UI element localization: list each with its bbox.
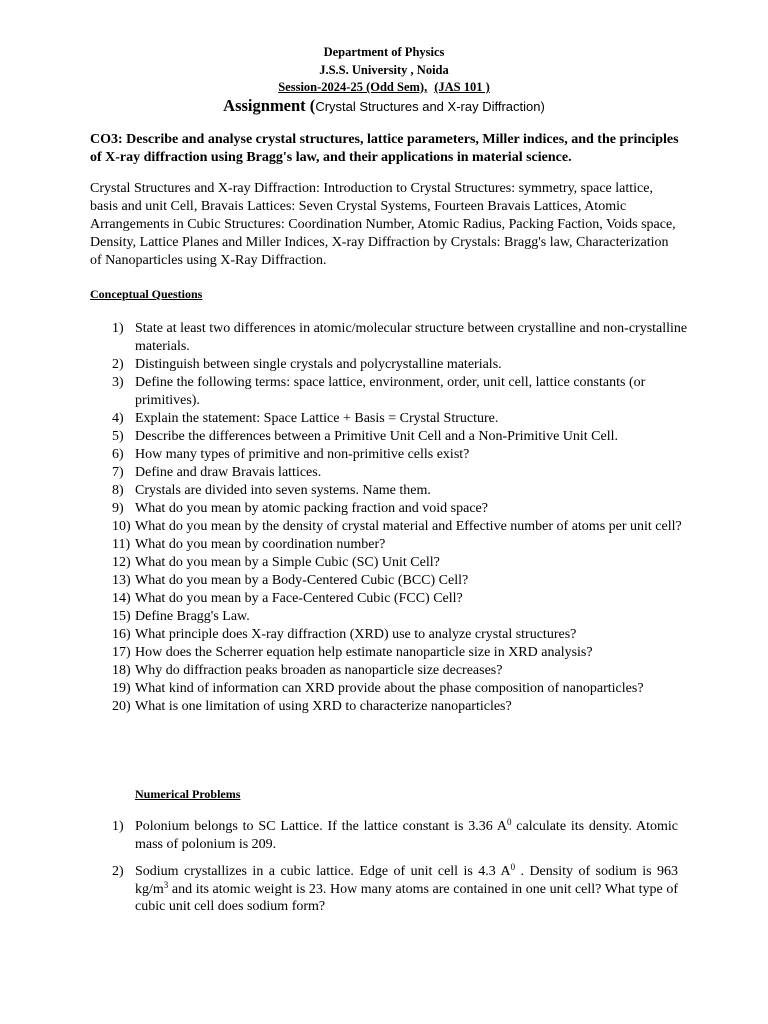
question-item: [112, 554, 692, 572]
question-number: 18): [112, 663, 131, 678]
question-item: [112, 572, 692, 590]
numerical-problems-heading: Numerical Problems: [135, 787, 241, 801]
problem-text: [135, 818, 678, 853]
question-number: 2): [112, 357, 124, 372]
question-item: [112, 536, 692, 554]
problem-text: [135, 863, 678, 916]
question-number: 17): [112, 645, 131, 660]
question-number: 1): [112, 321, 124, 336]
question-item: [112, 698, 692, 716]
problem-text-part: and its atomic weight is 23. How many atoms are contained in one unit cell? What type of cubic unit cell does sodium form?: [135, 881, 678, 914]
question-text: Crystals are divided into seven systems. Name them.: [135, 483, 431, 498]
question-text: Define Bragg's Law.: [135, 609, 250, 624]
question-number: 7): [112, 465, 124, 480]
question-item: [112, 446, 692, 464]
question-item: [112, 464, 692, 482]
problem-number: 2): [112, 864, 124, 879]
question-text: Define and draw Bravais lattices.: [135, 465, 322, 480]
course-outcome: CO3: Describe and analyse crystal structures, lattice parameters, Miller indices, and the principles of X-ray diffraction using Bragg's law, and their applications in material science.: [90, 132, 679, 165]
question-item: [112, 410, 692, 428]
question-number: 16): [112, 627, 131, 642]
question-text: How does the Scherrer equation help estimate nanoparticle size in XRD analysis?: [135, 645, 593, 660]
assignment-title-subtitle: Crystal Structures and X-ray Diffraction): [315, 99, 545, 114]
question-number: 9): [112, 501, 124, 516]
question-item: [112, 428, 692, 446]
session-line: [0, 80, 768, 95]
problem-item: [112, 863, 678, 916]
question-text: What do you mean by the density of crystal material and Effective number of atoms per unit cell?: [135, 519, 682, 534]
question-text: What is one limitation of using XRD to characterize nanoparticles?: [135, 699, 512, 714]
question-item: [112, 680, 692, 698]
problem-text-part: Sodium crystallizes in a cubic lattice. Edge of unit cell is 4.3 A: [135, 864, 511, 879]
question-item: [112, 374, 692, 410]
question-text: How many types of primitive and non-primitive cells exist?: [135, 447, 470, 462]
question-number: 20): [112, 699, 131, 714]
question-text: Describe the differences between a Primitive Unit Cell and a Non-Primitive Unit Cell.: [135, 429, 618, 444]
question-number: 4): [112, 411, 124, 426]
question-item: [112, 482, 692, 500]
question-text: What do you mean by a Body-Centered Cubic (BCC) Cell?: [135, 573, 469, 588]
syllabus-intro: Crystal Structures and X-ray Diffraction: Introduction to Crystal Structures: symmetry, space lattice, basis and unit Cell, Bravais Lattices: Seven Crystal Systems, Fourteen Bravais Lattices, Atomic Arrangements in Cubic Structures: Coordination Number, Atomic Radius, Packing Faction, Voids space, Density, Lattice Planes and Miller Indices, X-ray Diffraction by Crystals: Bragg's law, Characterization of Nanoparticles using X-Ray Diffraction.: [90, 181, 676, 268]
question-item: [112, 626, 692, 644]
question-number: 3): [112, 375, 124, 390]
question-item: [112, 662, 692, 680]
department-name: Department of Physics: [323, 45, 445, 59]
question-item: [112, 518, 692, 536]
question-number: 13): [112, 573, 131, 588]
question-text: State at least two differences in atomic/molecular structure between crystalline and non-crystalline materials.: [135, 321, 688, 354]
problem-text-part: Polonium belongs to SC Lattice. If the lattice constant is 3.36 A: [135, 819, 507, 834]
question-item: [112, 320, 692, 356]
course-code: (JAS 101 ): [434, 80, 490, 94]
conceptual-questions-heading: Conceptual Questions: [90, 287, 203, 301]
problem-number: 1): [112, 819, 124, 834]
conceptual-questions-list: [112, 320, 692, 716]
question-item: [112, 500, 692, 518]
question-text: Distinguish between single crystals and polycrystalline materials.: [135, 357, 502, 372]
question-text: What do you mean by a Simple Cubic (SC) Unit Cell?: [135, 555, 440, 570]
assignment-title-main: Assignment (: [223, 96, 316, 115]
question-number: 19): [112, 681, 131, 696]
question-text: What kind of information can XRD provide about the phase composition of nanoparticles?: [135, 681, 644, 696]
question-item: [112, 608, 692, 626]
angstrom-superscript: 0: [506, 817, 512, 827]
question-number: 14): [112, 591, 131, 606]
question-number: 15): [112, 609, 131, 624]
question-number: 10): [112, 519, 131, 534]
problem-text-part: calculate its density. Atomic mass of polonium is 209.: [135, 819, 679, 852]
question-text: Define the following terms: space lattice, environment, order, unit cell, lattice constants (or primitives).: [135, 375, 646, 408]
question-text: Explain the statement: Space Lattice + Basis = Crystal Structure.: [135, 411, 499, 426]
question-item: [112, 590, 692, 608]
question-text: What principle does X-ray diffraction (XRD) use to analyze crystal structures?: [135, 627, 577, 642]
question-text: What do you mean by a Face-Centered Cubic (FCC) Cell?: [135, 591, 463, 606]
assignment-title: [0, 96, 768, 116]
university-name: J.S.S. University , Noida: [319, 63, 449, 77]
question-text: Why do diffraction peaks broaden as nanoparticle size decreases?: [135, 663, 503, 678]
problem-text-part: . Density of sodium is 963 kg/m: [135, 864, 678, 897]
cube-superscript: 3: [163, 879, 169, 890]
numerical-problems-list: [112, 818, 678, 926]
question-number: 12): [112, 555, 131, 570]
question-text: What do you mean by atomic packing fraction and void space?: [135, 501, 488, 516]
question-number: 5): [112, 429, 124, 444]
angstrom-superscript: 0: [510, 862, 516, 872]
question-item: [112, 356, 692, 374]
question-text: What do you mean by coordination number?: [135, 537, 386, 552]
question-number: 8): [112, 483, 124, 498]
question-number: 6): [112, 447, 124, 462]
problem-item: [112, 818, 678, 853]
question-number: 11): [112, 537, 131, 552]
session-text: Session-2024-25 (Odd Sem),: [278, 80, 428, 94]
question-item: [112, 644, 692, 662]
